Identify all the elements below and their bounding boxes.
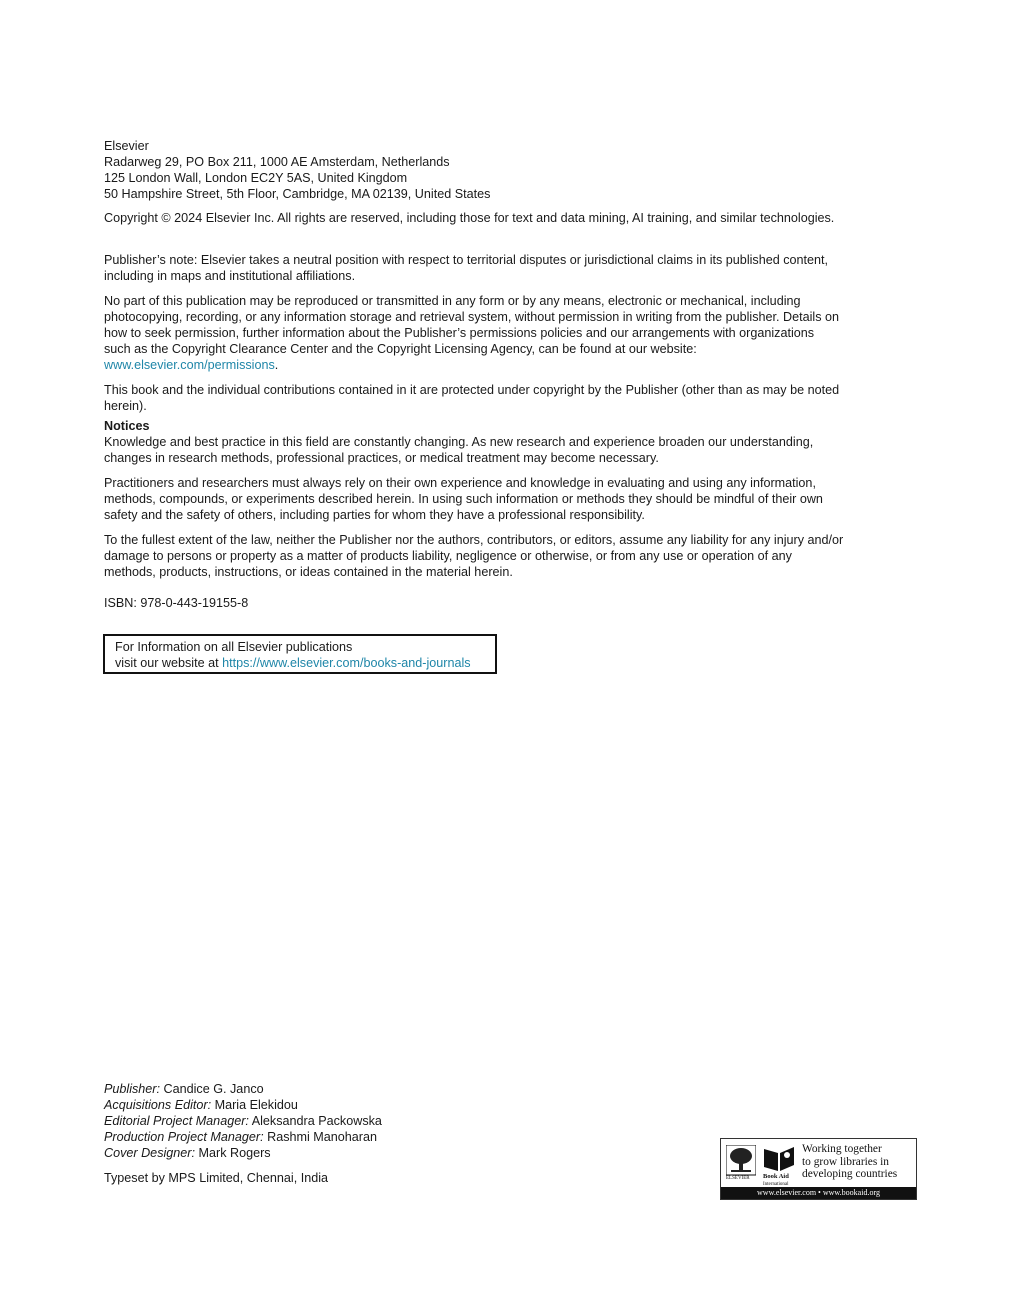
- credits-block: [104, 1081, 524, 1161]
- credit-line: [104, 1097, 524, 1113]
- book-aid-tagline: [802, 1143, 914, 1181]
- address-amsterdam: Radarweg 29, PO Box 211, 1000 AE Amsterdam, Netherlands: [104, 155, 450, 169]
- credit-name: Candice G. Janco: [163, 1082, 264, 1096]
- publishers-note: Publisher’s note: Elsevier takes a neutral position with respect to territorial disputes or jurisdictional claims in its published content, including in maps and institutional affiliations.: [104, 253, 829, 283]
- elsevier-mark-text: ELSEVIER: [726, 1176, 750, 1181]
- notices-paragraph: Practitioners and researchers must always rely on their own experience and knowledge in evaluating and using any information, methods, compounds, or experiments described herein. In using such information or methods they should be mindful of their own safety and the safety of others, including parties for whom they have a professional responsibility.: [104, 476, 823, 522]
- publisher-address-block: [104, 138, 844, 202]
- credit-name: Aleksandra Packowska: [251, 1114, 382, 1128]
- books-journals-link[interactable]: https://www.elsevier.com/books-and-journals: [222, 656, 471, 670]
- book-aid-logo: [720, 1138, 917, 1200]
- isbn: ISBN: 978-0-443-19155-8: [104, 596, 249, 610]
- credit-role: Acquisitions Editor:: [104, 1098, 212, 1112]
- credit-line: [104, 1113, 524, 1129]
- publisher-name: Elsevier: [104, 139, 149, 153]
- address-london: 125 London Wall, London EC2Y 5AS, United Kingdom: [104, 171, 408, 185]
- info-box-prefix: visit our website at: [115, 656, 223, 670]
- credit-role: Cover Designer:: [104, 1146, 195, 1160]
- info-box: [103, 634, 497, 674]
- info-box-line2: [115, 655, 485, 671]
- tagline-line: developing countries: [802, 1168, 898, 1180]
- notices-paragraph: To the fullest extent of the law, neither the Publisher nor the authors, contributors, or editors, assume any liability for any injury and/or damage to persons or property as a matter of products liability, negligence or otherwise, or from any use or operation of any methods, products, instructions, or ideas contained in the material herein.: [104, 533, 844, 579]
- tagline-line: to grow libraries in: [802, 1155, 889, 1168]
- book-aid-name: [763, 1173, 789, 1188]
- credit-role: Editorial Project Manager:: [104, 1114, 249, 1128]
- notices-paragraph: Knowledge and best practice in this field are constantly changing. As new research and experience broaden our understanding, changes in research methods, professional practices, or medical treatment may become necessary.: [104, 435, 814, 465]
- protection-note: This book and the individual contributions contained in it are protected under copyright by the Publisher (other than as may be noted herein).: [104, 383, 840, 413]
- notices-heading: Notices: [104, 419, 150, 433]
- credit-name: Maria Elekidou: [214, 1098, 298, 1112]
- permissions-paragraph: [104, 293, 844, 373]
- tagline-line: Working together: [802, 1143, 882, 1155]
- copyright-notice: Copyright © 2024 Elsevier Inc. All rights are reserved, including those for text and data mining, AI training, and similar technologies.: [104, 211, 835, 225]
- credit-line: [104, 1081, 524, 1097]
- address-cambridge: 50 Hampshire Street, 5th Floor, Cambridge, MA 02139, United States: [104, 187, 491, 201]
- credit-line: [104, 1145, 524, 1161]
- credit-name: Mark Rogers: [198, 1146, 271, 1160]
- permissions-text: No part of this publication may be reproduced or transmitted in any form or by any means, electronic or mechanical, including photocopying, recording, or any information storage and retrieval system, without permission in writing from the publisher. Details on how to seek permission, further information about the Publisher’s permissions policies and our arrangements with organizations such as the Copyright Clearance Center and the Copyright Licensing Agency, can be found at our website:: [104, 294, 839, 356]
- credit-role: Production Project Manager:: [104, 1130, 264, 1144]
- credit-name: Rashmi Manoharan: [267, 1130, 378, 1144]
- typeset-note: Typeset by MPS Limited, Chennai, India: [104, 1171, 329, 1185]
- permissions-link[interactable]: www.elsevier.com/permissions: [104, 358, 275, 372]
- credit-line: [104, 1129, 524, 1145]
- info-box-line1: For Information on all Elsevier publications: [115, 640, 353, 654]
- book-aid-url-bar: www.elsevier.com • www.bookaid.org: [721, 1187, 916, 1199]
- permissions-suffix: .: [274, 358, 279, 372]
- credit-role: Publisher:: [104, 1082, 161, 1096]
- book-aid-subtitle: International: [763, 1182, 789, 1187]
- book-aid-title: Book Aid: [763, 1173, 789, 1180]
